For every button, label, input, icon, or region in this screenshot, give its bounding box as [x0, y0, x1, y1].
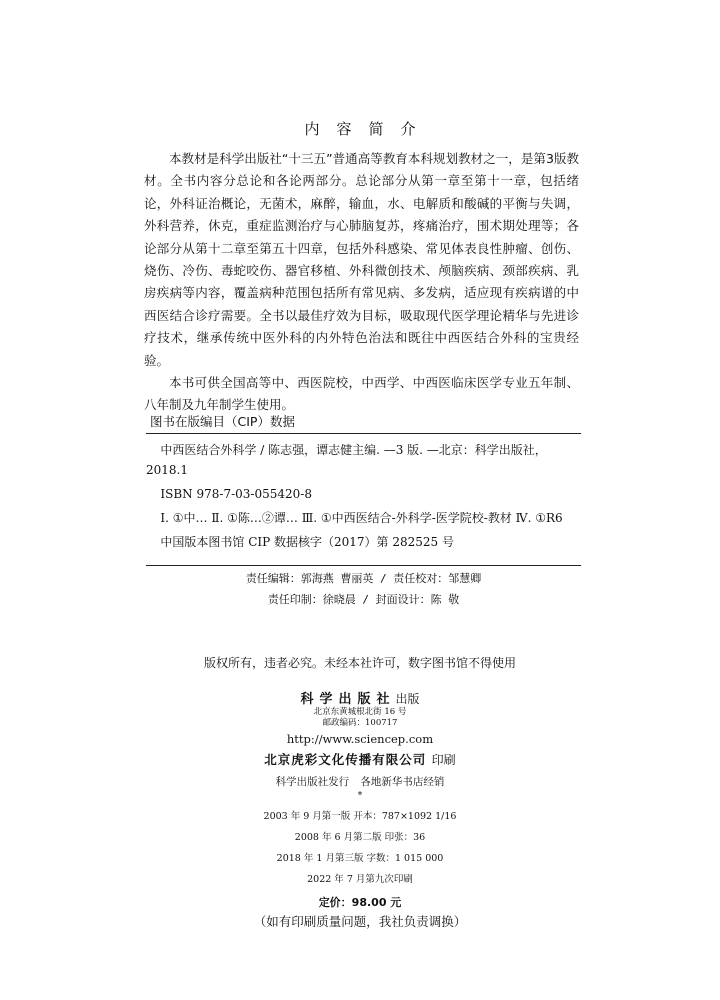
summary-paragraph: 本教材是科学出版社“十三五”普通高等教育本科规划教材之一，是第3版教材。全书内容分总论和各论两部分。总论部分从第一章至第十一章，包括绪论，外科证治概论，无菌术，麻醉，输血，水、电解质和酸碱的平衡与失调，外科营养，休克，重症监测治疗与心肺脑复苏，疼痛治疗，围术期处理等；各论部分从第十二章至第五十四章，包括外科感染、常见体表良性肿瘤、创伤、烧伤、冷伤、毒蛇咬伤、器官移植、外科微创技术、颅脑疾病、颈部疾病、乳房疾病等内容，覆盖病种范围包括所有常见病、多发病，适应现有疾病谱的中西医结合诊疗需要。全书以最佳疗效为目标，吸取现代医学理论精华与先进诊疗技术，继承传统中医外科的内外特色治法和既往中西医结合外科的宝贵经验。	[144, 151, 579, 368]
publisher-url: http://www.sciencep.com	[286, 732, 434, 746]
cip-entry-title: 中西医结合外科学 / 陈志强，谭志健主编. —3 版. —北京：科学出版社，2018.1	[146, 443, 547, 477]
credits-editors: 责任编辑：郭海燕 曹丽英 / 责任校对：邹慧卿	[245, 572, 482, 585]
edition-line: 2003 年 9 月第一版 开本：787×1092 1/16	[263, 811, 457, 822]
summary-paragraph: 本书可供全国高等中、西医院校，中西学、中西医临床医学专业五年制、八年制及九年制学生使用。	[144, 375, 579, 413]
summary-body	[144, 148, 579, 417]
cip-bottom-rule	[146, 565, 581, 566]
credits	[146, 568, 581, 610]
publisher-postcode: 邮政编码：100717	[322, 718, 398, 728]
summary-title: 内容简介	[304, 120, 433, 138]
publisher-line	[0, 688, 720, 707]
quality-notice: （如有印刷质量问题，我社负责调换）	[253, 914, 467, 929]
printer-suffix: 印刷	[431, 753, 456, 767]
edition-line: 2022 年 7 月第九次印刷	[307, 874, 413, 885]
publisher-name: 科学出版社	[300, 692, 396, 707]
cip-entry-classification: Ⅰ. ①中… Ⅱ. ①陈…②谭… Ⅲ. ①中西医结合-外科学-医学院校-教材 Ⅳ. ①R6	[160, 511, 563, 525]
credits-production: 责任印制：徐晓晨 / 封面设计：陈 敬	[267, 593, 460, 606]
edition-line: 2008 年 6 月第二版 印张：36	[294, 832, 426, 843]
cip-heading: 图书在版编目（CIP）数据	[150, 414, 295, 429]
price: 定价：98.00 元	[318, 896, 402, 909]
publisher-suffix: 出版	[395, 692, 420, 706]
imprint	[0, 688, 720, 930]
cip-entry-isbn: ISBN 978-7-03-055420-8	[160, 487, 312, 501]
printer-line	[0, 750, 720, 768]
printer-name: 北京虎彩文化传播有限公司	[264, 752, 427, 767]
separator-star: *	[357, 791, 363, 801]
cip-entry-number: 中国版本图书馆 CIP 数据核字（2017）第 282525 号	[160, 535, 454, 549]
edition-line: 2018 年 1 月第三版 字数：1 015 000	[276, 853, 444, 864]
distribution-line: 科学出版社发行 各地新华书店经销	[275, 776, 445, 788]
cip-top-rule	[146, 433, 581, 434]
copyright-notice: 版权所有，违者必究。未经本社许可，数字图书馆不得使用	[203, 656, 516, 670]
cip-block	[146, 440, 581, 556]
publisher-address: 北京东黄城根北街 16 号	[313, 707, 407, 717]
